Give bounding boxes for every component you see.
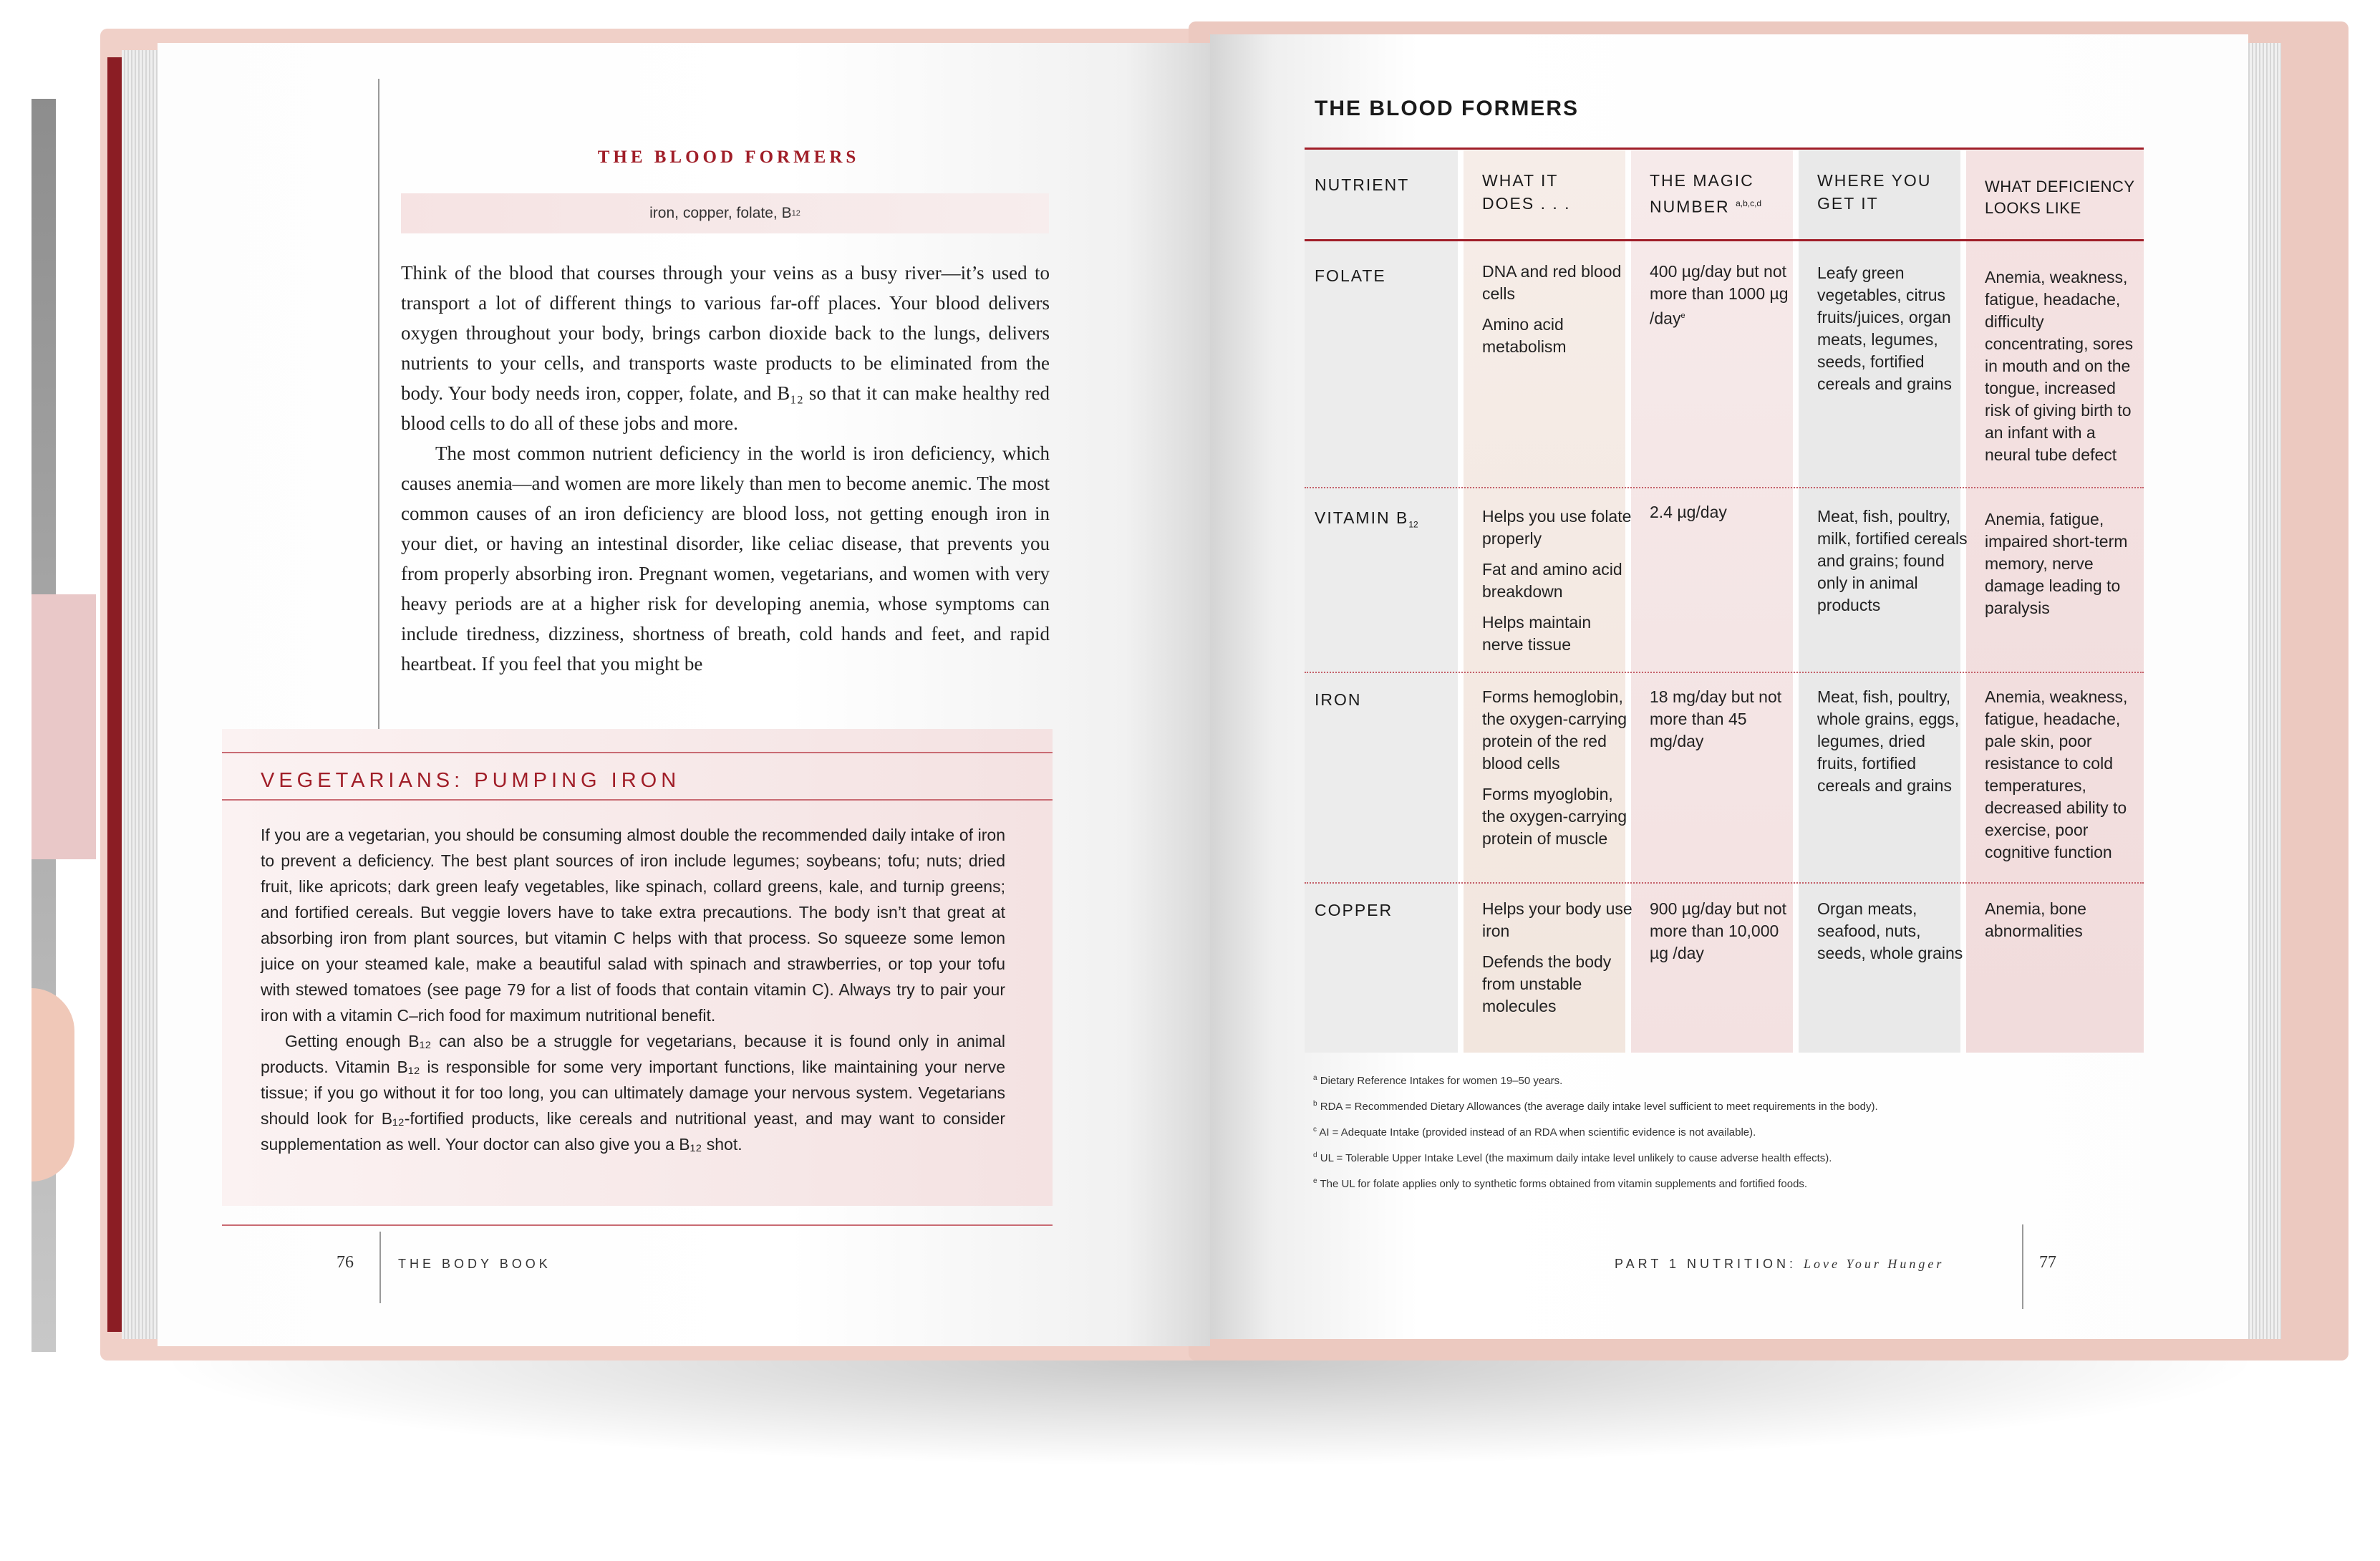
cell-where: Meat, fish, poultry, milk, fortified cereals and grains; found only in animal products [1817, 507, 1968, 614]
running-title-part: PART 1 NUTRITION: [1615, 1257, 1797, 1271]
running-title-left: THE BODY BOOK [398, 1257, 551, 1271]
footnote-text: AI = Adequate Intake (provided instead of an RDA when scientific evidence is not available). [1319, 1126, 1756, 1139]
header-magic [1650, 169, 1761, 218]
footnote-mark: b [1313, 1100, 1317, 1108]
sidebar-paragraph: If you are a vegetarian, you should be consuming almost double the recommended daily intake of iron to prevent a deficiency. The best plant sources of iron include legumes; soybeans; tofu; nuts; dried fruit, like apricots; dark green leafy vegetables, like spinach, collard greens, kale, and turnip greens; and fortified cereals. But veggie lovers have to take extra precautions. The body isn’t that great at absorbing iron from plant sources, but vitamin C helps with that process. So squeeze some lemon juice on your steamed kale, make a beautiful salad with spinach and strawberries, or top your tofu with stewed tomatoes (see page 79 for a list of foods that contain vitamin C). Always try to pair your iron with a vitamin C–rich food for maximum nutritional benefit. [261, 826, 1005, 1025]
table-rule-header [1305, 239, 2144, 241]
cell-line: Helps you use folate properly [1482, 507, 1632, 548]
sidebar-title: VEGETARIANS: PUMPING IRON [261, 769, 681, 792]
cell-line: Amino acid metabolism [1482, 315, 1567, 356]
page-number-left: 76 [337, 1253, 354, 1272]
cell-line: Helps your body use iron [1482, 899, 1632, 940]
cell-line: Forms myoglobin, the oxygen-carrying protein of muscle [1482, 785, 1627, 848]
section-subtitle: iron, copper, folate, B [649, 205, 792, 221]
footer-rule-left [379, 1232, 381, 1303]
table-footnotes [1313, 1067, 1878, 1196]
row-label-vitamin-b12 [1315, 508, 1418, 530]
header-deficiency-line: LOOKS LIKE [1985, 199, 2081, 217]
header-what-line: WHAT IT [1482, 171, 1559, 190]
footer-rule-right [2022, 1224, 2023, 1309]
header-magic-sup: a,b,c,d [1736, 198, 1762, 208]
sidebar-rule-top [222, 752, 1053, 753]
footnote [1313, 1170, 1878, 1196]
sidebar-rule-title [222, 799, 1053, 801]
header-magic-line: THE MAGIC [1650, 171, 1754, 190]
row-label-iron: IRON [1315, 690, 1362, 709]
cell-line: DNA and red blood cells [1482, 262, 1622, 303]
cell-what [1482, 686, 1634, 859]
footnote [1313, 1093, 1878, 1118]
header-where-line: GET IT [1817, 194, 1879, 213]
cell-what [1482, 261, 1634, 367]
cell-what [1482, 898, 1634, 1026]
footnote [1313, 1067, 1878, 1093]
section-title: THE BLOOD FORMERS [597, 148, 860, 167]
footnote [1313, 1118, 1878, 1144]
body-text [401, 258, 1050, 679]
book-spine-edge [107, 57, 122, 1332]
cell-magic [1650, 261, 1801, 330]
paragraph: Think of the blood that courses through your veins as a busy river—it’s used to transport a lot of different things to various far-off places. Your blood delivers oxygen throughout your body, brings carbon dioxide back to the lungs, delivers nutrients to your cells, and transports waste products to be eliminated from the body. Your body needs iron, copper, folate, and B₁₂ so that it can make healthy red blood cells to do all of these jobs and more. [401, 262, 1050, 434]
cell-magic: 900 µg/day but not more than 10,000 µg /day [1650, 899, 1787, 962]
row-label-copper: COPPER [1315, 901, 1393, 919]
cell-what [1482, 506, 1634, 664]
cell-sup: e [1680, 311, 1685, 320]
row-label-sub: 12 [1408, 519, 1418, 530]
footnote [1313, 1144, 1878, 1170]
cell-deficiency: Anemia, bone abnormalities [1985, 899, 2086, 940]
margin-rule [378, 79, 379, 730]
header-deficiency [1985, 176, 2135, 219]
row-label-folate: FOLATE [1315, 266, 1386, 285]
cell-line: Forms hemoglobin, the oxygen-carrying protein of the red blood cells [1482, 687, 1627, 773]
section-subtitle-sub: 12 [791, 209, 800, 218]
background-photo-left-accent [32, 594, 96, 859]
cell-line: Fat and amino acid breakdown [1482, 560, 1622, 601]
cell-deficiency: Anemia, fatigue, impaired short-term memory, nerve damage leading to paralysis [1985, 510, 2128, 617]
sidebar-text [261, 822, 1005, 1157]
background-photo-left-skin [32, 988, 74, 1181]
cell-line: Helps maintain nerve tissue [1482, 613, 1592, 654]
row-separator [1305, 672, 2144, 673]
footnote-text: The UL for folate applies only to synthetic forms obtained from vitamin supplements and fortified foods. [1320, 1178, 1808, 1190]
header-where-line: WHERE YOU [1817, 171, 1932, 190]
cell-deficiency: Anemia, weakness, fatigue, headache, pale skin, poor resistance to cold temperatures, decreased ability to exercise, poor cognitive function [1985, 687, 2128, 861]
cell-where: Organ meats, seafood, nuts, seeds, whole grains [1817, 899, 1963, 962]
footnote-text: RDA = Recommended Dietary Allowances (the average daily intake level sufficient to meet requirements in the body). [1320, 1101, 1878, 1113]
table-rule-top [1305, 148, 2144, 150]
cell-deficiency: Anemia, weakness, fatigue, headache, difficulty concentrating, sores in mouth and on the tongue, increased risk of giving birth to an infant with a neural tube defect [1985, 268, 2134, 464]
sidebar-paragraph: Getting enough B₁₂ can also be a struggle for vegetarians, because it is found only in animal products. Vitamin B₁₂ is responsible for some very important functions, like maintaining your nerve tissue; if you go without it for too long, you can ultimately damage your nervous system. Vegetarians should look for B₁₂-fortified products, like cereals and nutritional yeast, and may want to consider supplementation as well. Your doctor can also give you a B₁₂ shot. [261, 1032, 1005, 1154]
row-separator [1305, 487, 2144, 488]
table-title: THE BLOOD FORMERS [1315, 97, 1579, 120]
footnote-mark: e [1313, 1177, 1317, 1185]
page-number-right: 77 [2039, 1253, 2056, 1272]
footnote-mark: a [1313, 1074, 1317, 1082]
running-title-right [1615, 1257, 1944, 1272]
cell-where: Leafy green vegetables, citrus fruits/juices, organ meats, legumes, seeds, fortified cereals and grains [1817, 264, 1952, 393]
section-subtitle-band [401, 193, 1049, 233]
cell-magic: 18 mg/day but not more than 45 mg/day [1650, 687, 1782, 750]
cell-where: Meat, fish, poultry, whole grains, eggs, legumes, dried fruits, fortified cereals and grains [1817, 687, 1960, 795]
cell-text: 400 µg/day but not more than 1000 µg /day [1650, 262, 1789, 328]
header-what [1482, 169, 1571, 215]
page-stack-left [122, 50, 162, 1339]
header-deficiency-line: WHAT DEFICIENCY [1985, 178, 2135, 195]
footnote-text: UL = Tolerable Upper Intake Level (the maximum daily intake level unlikely to cause adverse health effects). [1320, 1152, 1832, 1164]
header-magic-text: NUMBER [1650, 197, 1730, 216]
sidebar-rule-bottom [222, 1224, 1053, 1226]
paragraph: The most common nutrient deficiency in the world is iron deficiency, which causes anemia—and women are more likely than men to become anemic. The most common causes of an iron deficiency are blood loss, not getting enough iron in your diet, or having an intestinal disorder, like celiac disease, that prevents you from properly absorbing iron. Pregnant women, vegetarians, and women with very heavy periods are at a higher risk for developing anemia, whose symptoms can include tiredness, dizziness, shortness of breath, cold hands and feet, and rapid heartbeat. If you feel that you might be [401, 443, 1050, 675]
cell-line: Defends the body from unstable molecules [1482, 952, 1612, 1015]
footnote-mark: c [1313, 1126, 1317, 1134]
header-nutrient: NUTRIENT [1315, 175, 1410, 194]
running-title-italic: Love Your Hunger [1804, 1257, 1945, 1271]
footnote-text: Dietary Reference Intakes for women 19–50 years. [1320, 1075, 1563, 1087]
footnote-mark: d [1313, 1151, 1317, 1159]
row-separator [1305, 882, 2144, 884]
header-magic-line [1650, 192, 1761, 218]
header-what-line: DOES . . . [1482, 194, 1571, 213]
header-where [1817, 169, 1931, 215]
cell-magic: 2.4 µg/day [1650, 503, 1727, 521]
row-label-text: VITAMIN B [1315, 508, 1409, 527]
